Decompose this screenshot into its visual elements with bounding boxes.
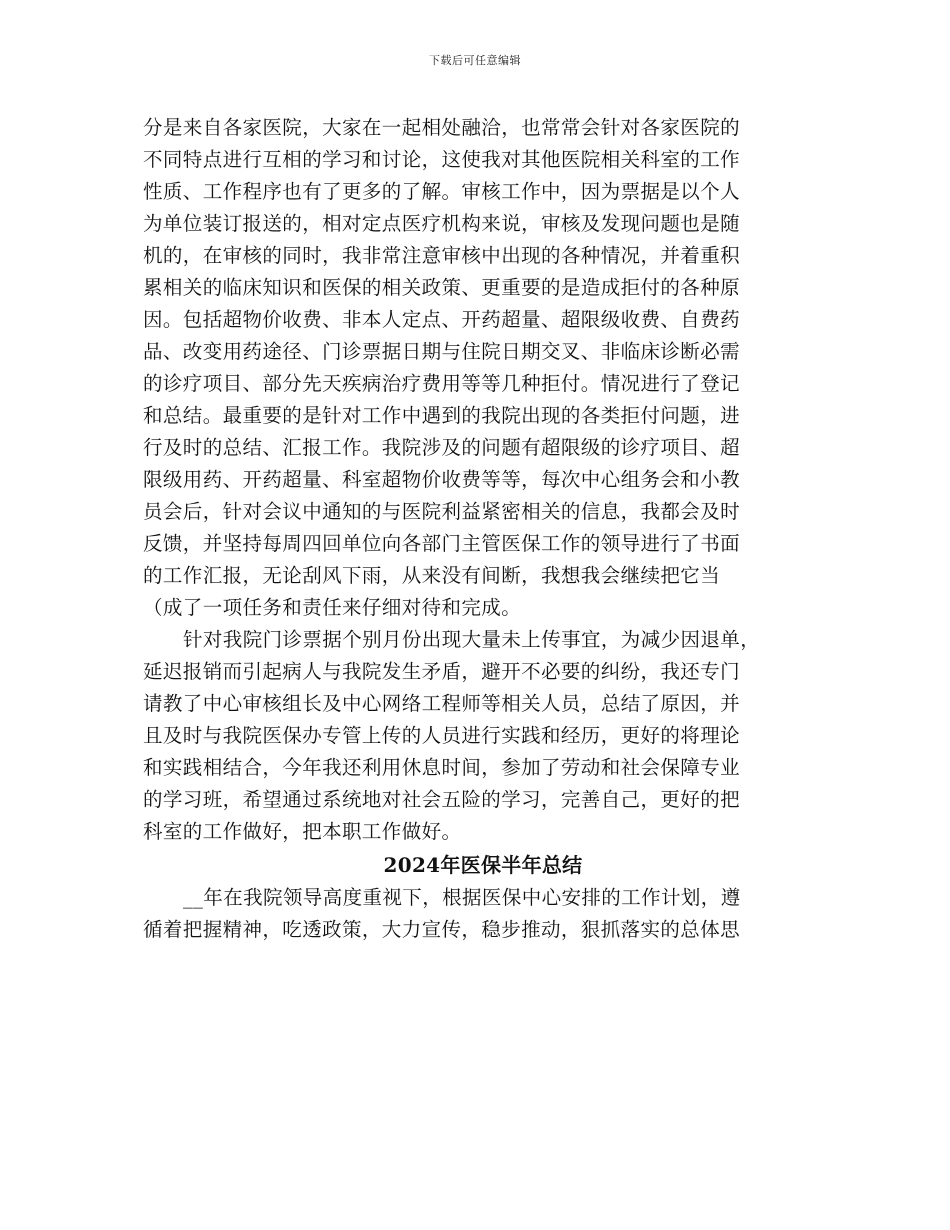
text-line: 为单位装订报送的，相对定点医疗机构来说，审核及发现问题也是随	[143, 212, 741, 235]
text-line: 针对我院门诊票据个别月份出现大量未上传事宜，为减少因退单，	[183, 628, 761, 651]
paragraph-1	[143, 112, 823, 624]
text-line: （成了一项任务和责任来仔细对待和完成。	[143, 596, 522, 619]
text-line: 分是来自各家医院，大家在一起相处融洽，也常常会针对各家医院的	[143, 116, 741, 139]
text-line: 循着把握精神，吃透政策，大力宣传，稳步推动，狠抓落实的总体思	[143, 918, 741, 941]
text-line: 的工作汇报，无论刮风下雨，从来没有间断，我想我会继续把它当	[143, 564, 721, 587]
page-header-note: 下载后可任意编辑	[429, 54, 521, 67]
text-line: 品、改变用药途径、门诊票据日期与住院日期交叉、非临床诊断必需	[143, 340, 741, 363]
text-line: __年在我院领导高度重视下，根据医保中心安排的工作计划，遵	[183, 886, 741, 909]
text-line: 性质、工作程序也有了更多的了解。审核工作中，因为票据是以个人	[143, 180, 741, 203]
text-line: 和实践相结合，今年我还利用休息时间，参加了劳动和社会保障专业	[143, 756, 741, 779]
text-line: 限级用药、开药超量、科室超物价收费等等，每次中心组务会和小教	[143, 468, 741, 491]
text-line: 不同特点进行互相的学习和讨论，这使我对其他医院相关科室的工作	[143, 148, 741, 171]
text-line: 的诊疗项目、部分先天疾病治疗费用等等几种拒付。情况进行了登记	[143, 372, 741, 395]
text-line: 反馈，并坚持每周四回单位向各部门主管医保工作的领导进行了书面	[143, 532, 741, 555]
section-title: 2024年医保半年总结	[383, 853, 583, 877]
text-line: 行及时的总结、汇报工作。我院涉及的问题有超限级的诊疗项目、超	[143, 436, 741, 459]
text-line: 员会后，针对会议中通知的与医院利益紧密相关的信息，我都会及时	[143, 500, 741, 523]
text-line: 延迟报销而引起病人与我院发生矛盾，避开不必要的纠纷，我还专门	[143, 660, 741, 683]
text-line: 科室的工作做好，把本职工作做好。	[143, 820, 462, 843]
text-line: 因。包括超物价收费、非本人定点、开药超量、超限级收费、自费药	[143, 308, 741, 331]
document-body	[143, 112, 823, 946]
text-line: 请教了中心审核组长及中心网络工程师等相关人员，总结了原因，并	[143, 692, 741, 715]
text-line: 机的，在审核的同时，我非常注意审核中出现的各种情况，并着重积	[143, 244, 741, 267]
text-line: 且及时与我院医保办专管上传的人员进行实践和经历，更好的将理论	[143, 724, 741, 747]
text-line: 累相关的临床知识和医保的相关政策、更重要的是造成拒付的各种原	[143, 276, 741, 299]
paragraph-2	[143, 624, 823, 848]
text-line: 和总结。最重要的是针对工作中遇到的我院出现的各类拒付问题，进	[143, 404, 741, 427]
text-line: 的学习班，希望通过系统地对社会五险的学习，完善自己，更好的把	[143, 788, 741, 811]
paragraph-3	[143, 882, 823, 946]
